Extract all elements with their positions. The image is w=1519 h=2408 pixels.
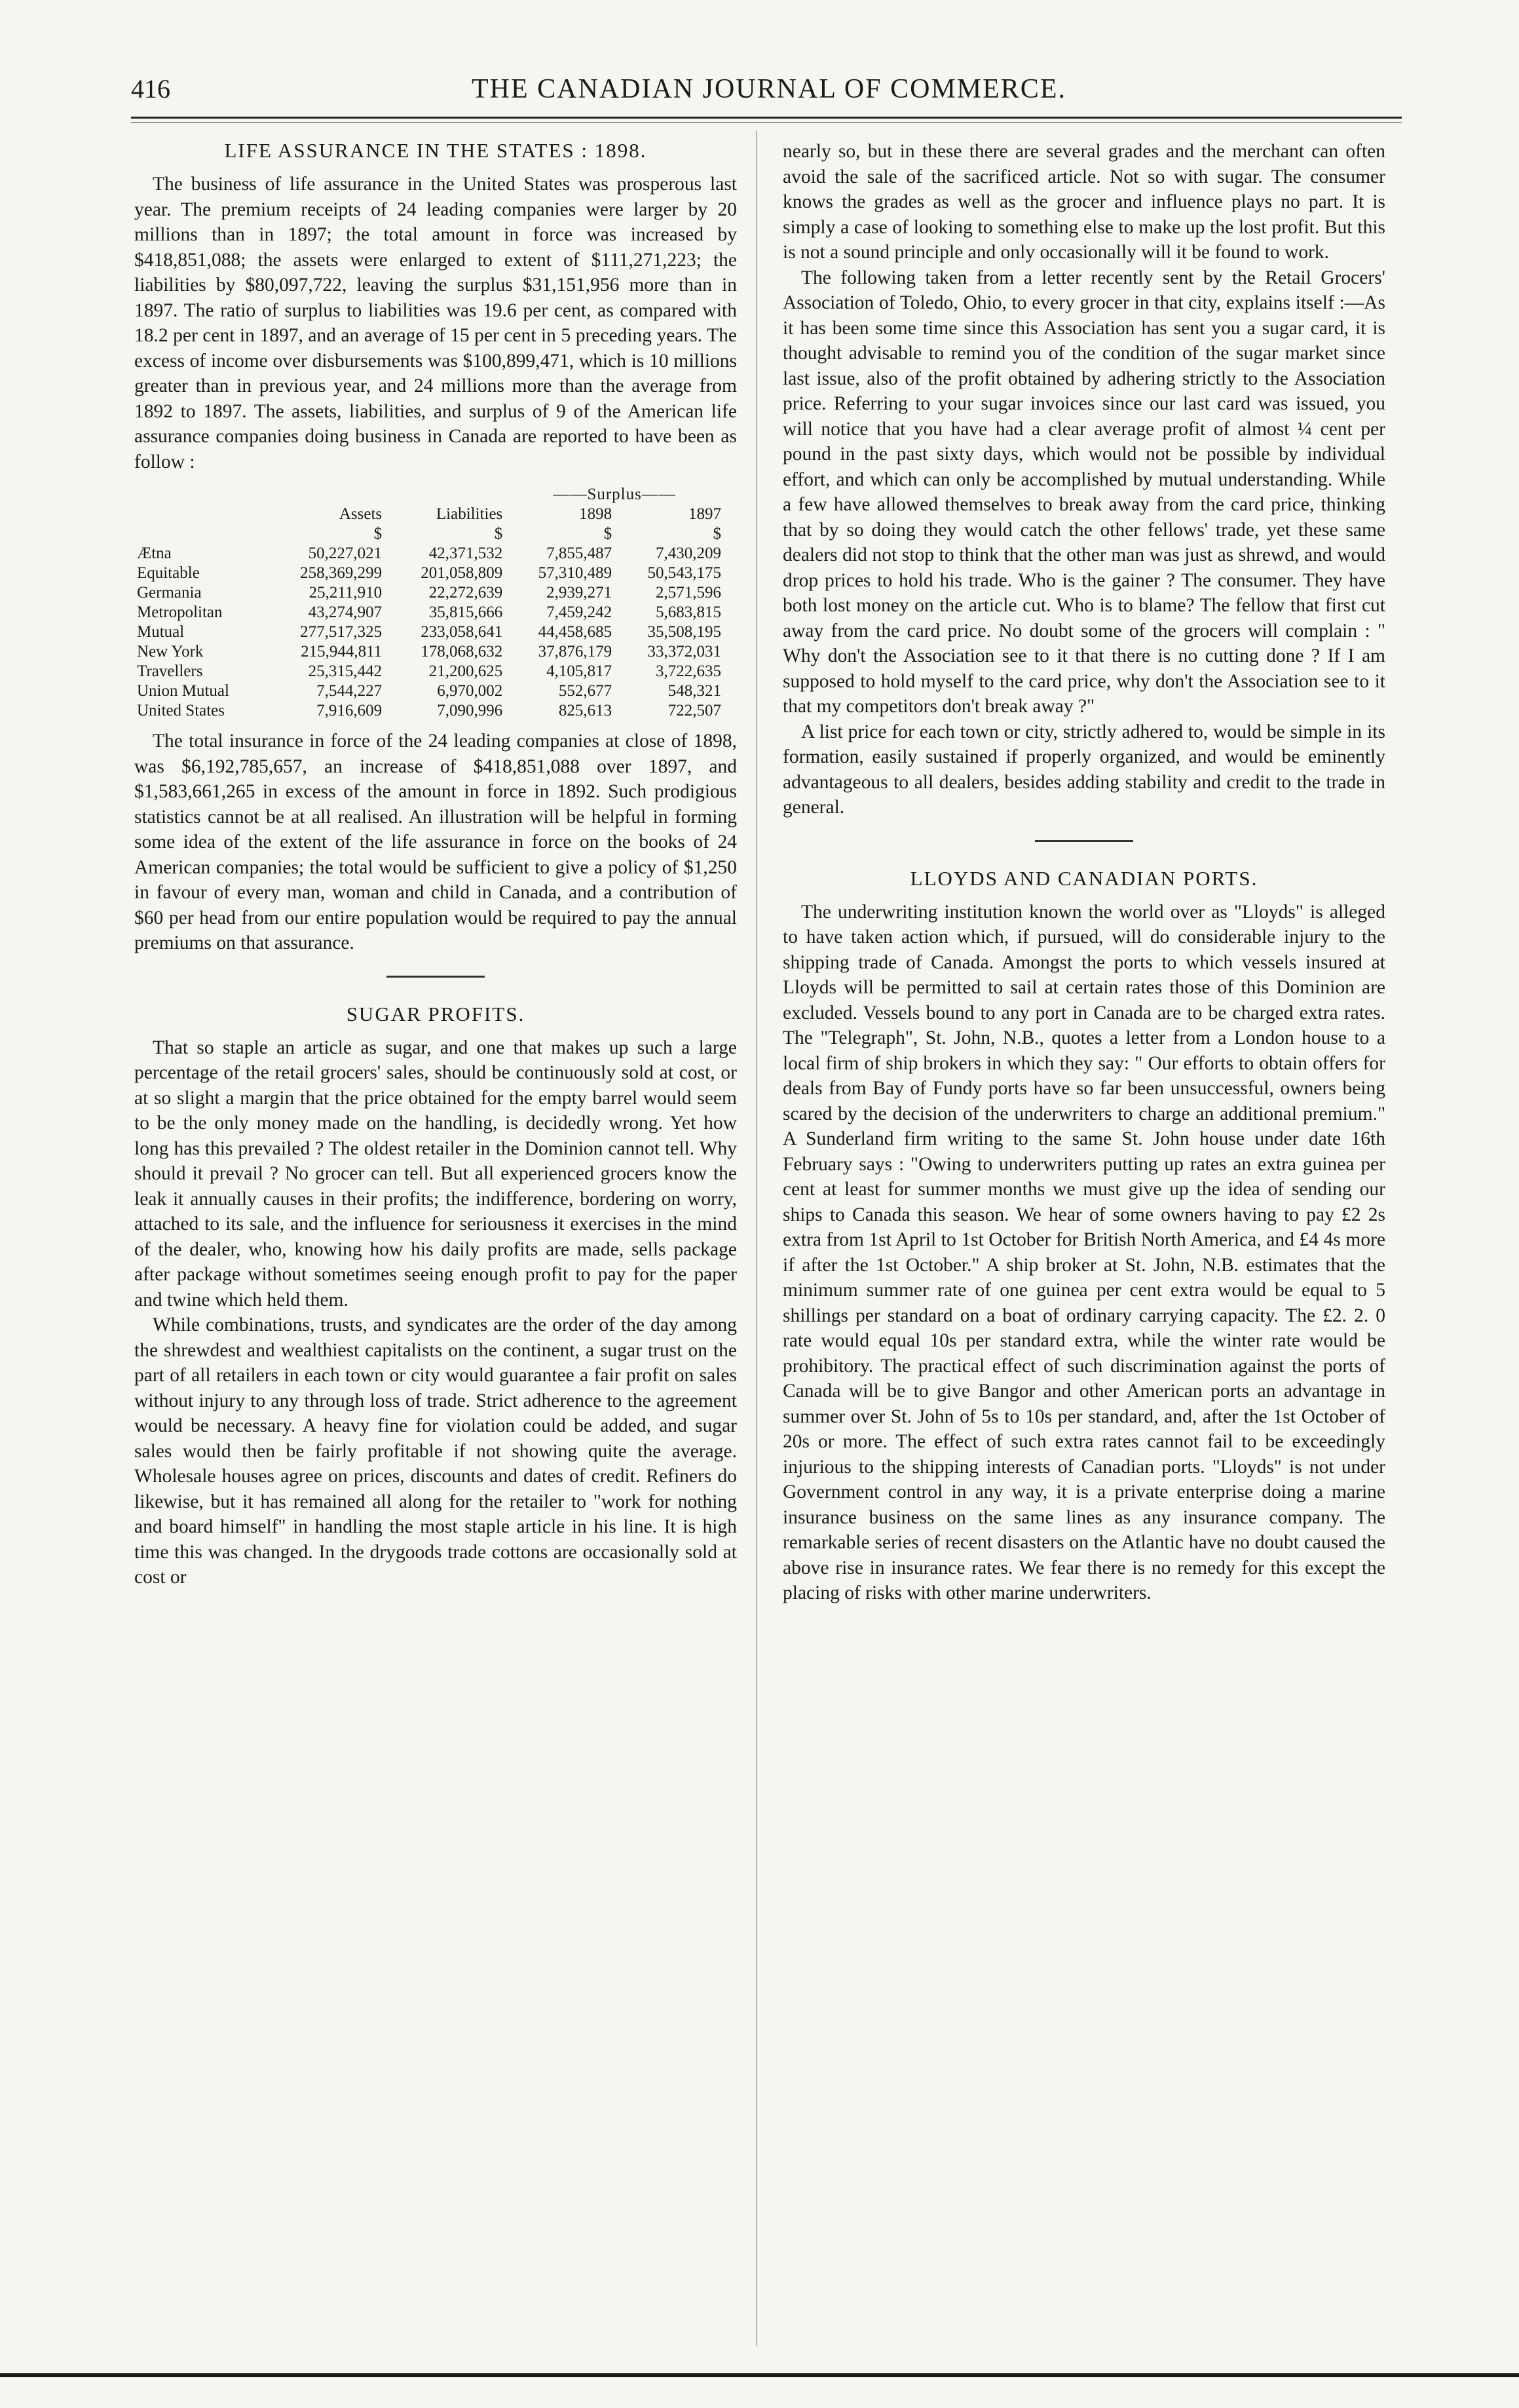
surplus-label: Surplus: [587, 486, 642, 503]
right-column: [783, 139, 1385, 1606]
surplus-1897-cell: 722,507: [667, 702, 721, 719]
sugar-profits-heading: SUGAR PROFITS.: [346, 1002, 525, 1025]
lloyds-paragraph: The underwriting institution known the world over as "Lloyds" is alleged to have taken action which, if pursued, will do considerable injury to the shipping trade of Canada. Amongst the ports to which vessels insured at Lloyds will be permitted to sail at certain rates those of this Dominion are excluded. Vessels bound to any port in Canada are to be charged extra rates. The "Telegraph", St. John, N.B., quotes a letter from a London house to a local firm of ship brokers in which they say: " Our efforts to obtain offers for deals from Bay of Fundy ports have so far been unsuccessful, owners being scared by the decision of the underwriters to charge an additional premium." A Sunderland firm writing to the same St. John house under date 16th February says : "Owing to underwriters putting up rates an extra guinea per cent at least for summer months we must give up the idea of sending our ships to Canada this season. We hear of some owners having to pay £2 2s extra from 1st April to 1st October for British North America, and £4 4s more if after the 1st October." A ship broker at St. John, N.B. estimates that the minimum summer rate of one guinea per cent extra would be equal to 5 shillings per standard on a boat of ordinary carrying capacity. The £2. 2. 0 rate would equal 10s per standard extra, while the winter rate would be prohibitory. The practical effect of such discrimination against the ports of Canada will be to give Bangor and other American ports an advantage in summer over St. John of 5s to 10s per standard, and, after the 1st October of 20s or more. The effect of such extra rates cannot fail to be exceedingly injurious to the shipping interests of Canadian ports. "Lloyds" is not under Government control in any way, it is a private enterprise doing a marine insurance business on the same lines as any insurance company. The remarkable series of recent disasters on the Atlantic have no doubt caused the above rise in insurance rates. We fear there is no remedy for this except the placing of risks with other marine underwriters.: [783, 901, 1385, 1603]
unit-label: $: [494, 525, 503, 543]
surplus-1897-cell: 7,430,209: [656, 545, 721, 562]
section-divider: [386, 976, 485, 978]
column-header: Liabilities: [436, 505, 503, 523]
surplus-1898-cell: 4,105,817: [546, 662, 612, 680]
surplus-1898-cell: 825,613: [558, 702, 612, 719]
liabilities-cell: 6,970,002: [437, 682, 503, 700]
table-header-row: [134, 505, 724, 524]
sugar-profits-paragraph: While combinations, trusts, and syndicates are the order of the day among the shrewdest and wealthiest capitalists on the continent, a sugar trust on the part of all retailers in each town or city would guarantee a fair profit on sales without injury to any through loss of trade. Strict adherence to the agreement would be necessary. A heavy fine for violation could be added, and sugar sales would then be fairly profitable if not showing quite the average. Wholesale houses agree on prices, discounts and dates of credit. Refiners do likewise, but it has remained all along for the retailer to "work for nothing and board himself" in handling the most staple article in his line. It is high time this was changed. In the drygoods trade cottons are occasionally sold at cost or: [134, 1314, 737, 1588]
surplus-1898-cell: 37,876,179: [538, 643, 612, 660]
liabilities-cell: 22,272,639: [428, 584, 503, 602]
liabilities-cell: 201,058,809: [421, 564, 503, 582]
sugar-profits-paragraph: The following taken from a letter recently sent by the Retail Grocers' Association of Toledo, Ohio, to every grocer in that city, explains itself :—As it has been some time since this Association has sent you a sugar card, it is thought advisable to remind you of the condition of the sugar market since last issue, also of the profit obtained by adhering strictly to the Association price. Referring to your sugar invoices since our last card was issued, you will notice that you have had a clear average profit of almost ¼ cent per pound in the past sixty days, which would not be possible by individual effort, and which can only be accomplished by mutual understanding. While a few have allowed themselves to break away from the card price, thinking that by so doing they would catch the other fellows' trade, yet these same dealers did not stop to think that the other man was just as shrewd, and would drop prices to hold his trade. Who is the gainer ? The consumer. They have both lost money on the article cut. Who is to blame? The fellow that first cut away from the card price. No doubt some of the grocers will complain : " Why don't the Association see to it that there is no cutting done ? If I am supposed to hold myself to the card price, why don't the Association see to it that my competitors don't break away ?": [783, 267, 1385, 717]
unit-label: $: [713, 525, 721, 543]
life-assurance-heading: LIFE ASSURANCE IN THE STATES : 1898.: [224, 139, 647, 162]
table-row: [134, 564, 724, 583]
assets-cell: 277,517,325: [300, 623, 383, 641]
footer-rule: [0, 2373, 1519, 2377]
assets-cell: 43,274,907: [308, 603, 383, 621]
liabilities-cell: 35,815,666: [428, 603, 503, 621]
company-name: Travellers: [137, 662, 203, 680]
sugar-profits-paragraph: That so staple an article as sugar, and one that makes up such a large percentage of the retail grocers' sales, should be continuously sold at cost, or at so slight a margin that the price obtained for the empty barrel would seem to be the only money made on the handling, is decidedly wrong. Yet how long has this prevailed ? The oldest retailer in the Dominion cannot tell. Why should it prevail ? No grocer can tell. But all experienced grocers know the leak it annually causes in their profits; the indifference, bordering on worry, attached to its sale, and the influence for seriousness it exercises in the mind of the dealer, who, knowing how his daily profits are made, sells package after package without sometimes seeing enough profit to pay for the paper and twine which held them.: [134, 1037, 737, 1310]
assets-cell: 215,944,811: [301, 643, 383, 660]
table-row: [134, 583, 724, 603]
surplus-1898-cell: 57,310,489: [538, 564, 612, 582]
liabilities-cell: 7,090,996: [437, 702, 503, 719]
surplus-1897-cell: 548,321: [667, 682, 721, 700]
header-rule: [131, 117, 1402, 123]
table-row: [134, 701, 724, 721]
surplus-1898-cell: 44,458,685: [538, 623, 612, 641]
assets-cell: 258,369,299: [300, 564, 383, 582]
company-name: Union Mutual: [137, 682, 229, 700]
table-unit-row: [134, 524, 724, 544]
surplus-1898-cell: 552,677: [558, 682, 612, 700]
assets-cell: 50,227,021: [308, 545, 383, 562]
surplus-1898-cell: 7,855,487: [546, 545, 612, 562]
sugar-profits-paragraph: nearly so, but in these there are several grades and the merchant can often avoid the sale of the sacrificed article. Not so with sugar. The consumer knows the grades as well as the grocer and influence plays no part. It is simply a case of looking to something else to make up the lost profit. But this is not a sound principle and only occasionally will it be found to work.: [783, 141, 1385, 263]
assets-cell: 25,315,442: [308, 662, 383, 680]
section-divider: [1035, 840, 1133, 842]
table-row: [134, 662, 724, 681]
company-name: United States: [137, 702, 225, 719]
company-name: Metropolitan: [137, 603, 223, 621]
assets-cell: 7,916,609: [316, 702, 383, 719]
table-surplus-row: ——Surplus——: [553, 486, 676, 503]
liabilities-cell: 21,200,625: [428, 662, 503, 680]
company-name: Mutual: [137, 623, 185, 641]
company-name: New York: [137, 643, 204, 660]
surplus-1897-cell: 3,722,635: [656, 662, 721, 680]
company-name: Equitable: [137, 564, 200, 582]
surplus-1898-cell: 2,939,271: [546, 584, 612, 602]
assets-cell: 25,211,910: [309, 584, 383, 602]
page-header: [131, 71, 1402, 113]
liabilities-cell: 42,371,532: [428, 545, 503, 562]
life-assurance-paragraph: The total insurance in force of the 24 leading companies at close of 1898, was $6,192,785,657, an increase of $418,851,088 over 1897, and $1,583,661,265 in excess of the amount in force in 1892. Such prodigious statistics cannot be at all realised. An illustration will be helpful in forming some idea of the extent of the life assurance in force on the books of 24 American companies; the total would be sufficient to give a policy of $1,250 in favour of every man, woman and child in Canada, and a contribution of $60 per head from our entire population would be required to pay the annual premiums on that assurance.: [134, 731, 737, 953]
journal-title: THE CANADIAN JOURNAL OF COMMERCE.: [472, 74, 1066, 104]
surplus-1897-cell: 35,508,195: [647, 623, 721, 641]
table-row: [134, 642, 724, 662]
surplus-1897-cell: 5,683,815: [656, 603, 721, 621]
table-row: [134, 681, 724, 701]
liabilities-cell: 233,058,641: [421, 623, 503, 641]
surplus-1897-cell: 50,543,175: [647, 564, 721, 582]
assets-cell: 7,544,227: [316, 682, 383, 700]
company-name: Ætna: [137, 545, 172, 562]
life-assurance-table: [134, 485, 724, 721]
unit-label: $: [373, 525, 383, 543]
column-header: 1897: [688, 505, 721, 523]
page-number: 416: [131, 74, 170, 104]
table-row: [134, 544, 724, 564]
table-row: [134, 603, 724, 622]
table-row: [134, 622, 724, 642]
unit-label: $: [603, 525, 612, 543]
company-name: Germania: [137, 584, 202, 602]
life-assurance-paragraph: The business of life assurance in the United States was prosperous last year. The premium receipts of 24 leading companies were larger by 20 millions than in 1897; the total amount in force was increased by $418,851,088; the assets were enlarged to extent of $111,271,223; the liabilities by $80,097,722, leaving the surplus $31,151,956 more than in 1897. The ratio of surplus to liabilities was 19.6 per cent, as compared with 18.2 per cent in 1897, and an average of 15 per cent in 5 preceding years. The excess of income over disbursements was $100,899,471, which is 10 millions greater than in previous year, and 24 millions more than the average from 1892 to 1897. The assets, liabilities, and surplus of 9 of the American life assurance companies doing business in Canada are reported to have been as follow :: [134, 174, 737, 472]
column-header: Assets: [339, 505, 383, 523]
surplus-1898-cell: 7,459,242: [546, 603, 612, 621]
column-header: 1898: [579, 505, 612, 523]
surplus-1897-cell: 33,372,031: [647, 643, 721, 660]
sugar-profits-paragraph: A list price for each town or city, strictly adhered to, would be simple in its formation, easily sustained if properly organized, and would be eminently advantageous to all dealers, besides adding stability and credit to the trade in general.: [783, 721, 1385, 818]
surplus-1897-cell: 2,571,596: [656, 584, 721, 602]
left-column: [134, 139, 737, 1590]
lloyds-heading: LLOYDS AND CANADIAN PORTS.: [910, 866, 1258, 890]
liabilities-cell: 178,068,632: [421, 643, 503, 660]
